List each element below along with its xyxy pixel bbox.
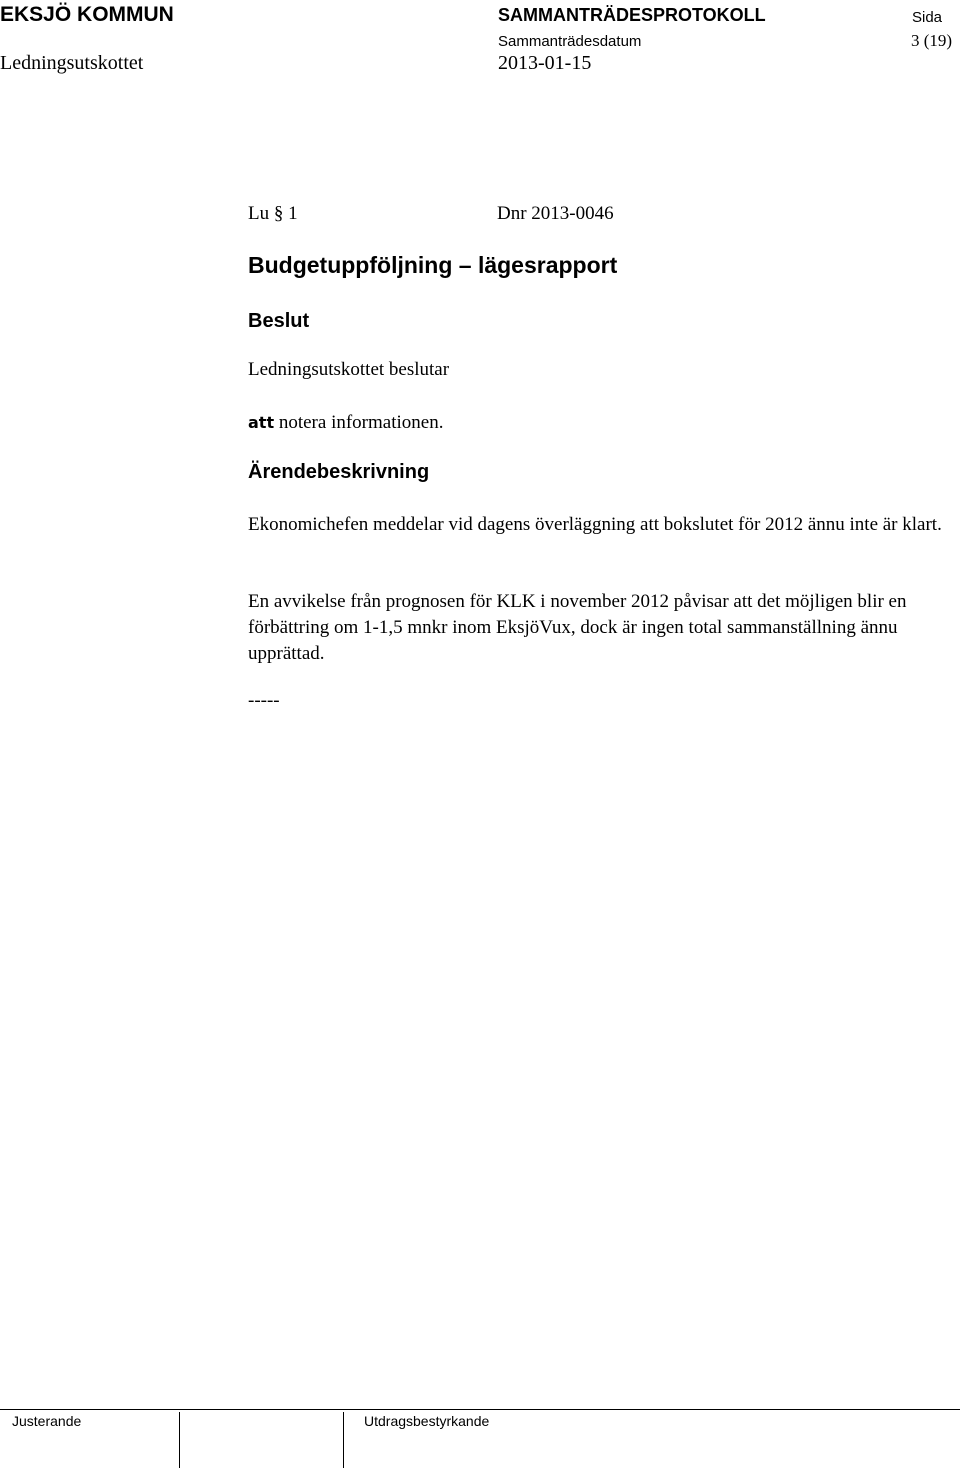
decision-text: notera informationen. bbox=[274, 412, 444, 433]
decision-att-word: att bbox=[248, 413, 275, 432]
section-separator: ----- bbox=[248, 690, 280, 711]
meeting-date: 2013-01-15 bbox=[498, 52, 592, 74]
document-type: SAMMANTRÄDESPROTOKOLL bbox=[498, 5, 766, 25]
footer-divider bbox=[0, 1409, 960, 1410]
page-number: 3 (19) bbox=[911, 31, 953, 50]
meeting-date-label: Sammanträdesdatum bbox=[498, 33, 642, 50]
organization-name: EKSJÖ KOMMUN bbox=[0, 3, 174, 26]
signature-divider bbox=[343, 1412, 344, 1468]
committee-name: Ledningsutskottet bbox=[0, 52, 144, 74]
page-label: Sida bbox=[912, 9, 943, 26]
signature-divider bbox=[179, 1412, 180, 1468]
item-number: Lu § 1 bbox=[248, 203, 298, 224]
item-title: Budgetuppföljning – lägesrapport bbox=[248, 252, 618, 278]
description-paragraph: Ekonomichefen meddelar vid dagens överläggning att bokslutet för 2012 ännu inte är klart. bbox=[248, 514, 942, 535]
decision-heading: Beslut bbox=[248, 310, 310, 332]
description-heading: Ärendebeskrivning bbox=[248, 461, 430, 483]
footer-justerande-label: Justerande bbox=[12, 1413, 82, 1429]
decision-intro: Ledningsutskottet beslutar bbox=[248, 359, 450, 380]
decision-statement bbox=[248, 412, 443, 434]
diary-number: Dnr 2013-0046 bbox=[497, 203, 614, 224]
footer-utdragsbestyrkande-label: Utdragsbestyrkande bbox=[364, 1413, 490, 1429]
description-paragraph: En avvikelse från prognosen för KLK i november 2012 påvisar att det möjligen blir en förbättring om 1-1,5 mnkr inom EksjöVux, dock är ingen total sammanställning ännu upprättad. bbox=[248, 591, 907, 664]
